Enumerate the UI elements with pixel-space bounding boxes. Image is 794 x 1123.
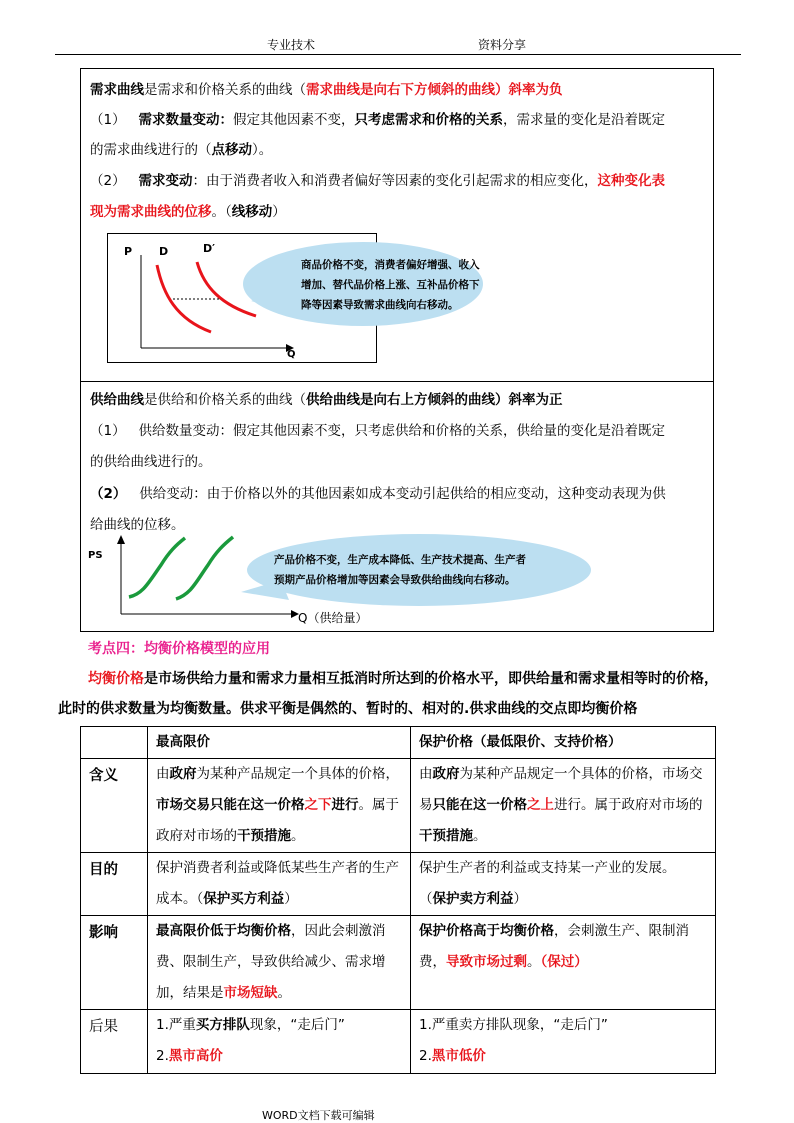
demand-box xyxy=(80,68,714,382)
supply-label-ps: PS xyxy=(88,550,103,561)
cell-consequence-max: 1.严重买方排队现象，“走后门” 2.黑市高价 xyxy=(148,1010,411,1074)
table-row xyxy=(81,853,716,916)
supply-curve-1 xyxy=(129,538,185,597)
supply-bubble-text: 产品价格不变，生产成本降低、生产技术提高、生产者 预期产品价格增加等因素会导致供给曲线向右移动。 xyxy=(274,554,526,586)
table-row xyxy=(81,1010,716,1074)
cell-effect-max: 最高限价低于均衡价格，因此会刺激消费、限制生产，导致供给减少、需求增加，结果是市场短缺。 xyxy=(148,916,411,1010)
table-header-row xyxy=(81,727,716,759)
demand-graph xyxy=(81,69,715,383)
demand-label-d: D xyxy=(159,245,169,258)
row-label-consequence: 后果 xyxy=(81,1010,148,1074)
demand-label-d2: D′ xyxy=(203,242,216,255)
section-paragraph-1: 均衡价格是市场供给力量和需求力量相互抵消时所达到的价格水平，即供给量和需求量相等时的价格， xyxy=(88,671,718,687)
supply-line-4: （2） 供给变动：由于价格以外的其他因素如成本变动引起供给的相应变动，这种变动表现为供 xyxy=(90,486,666,502)
cell-purpose-max: 保护消费者利益或降低某些生产者的生产成本。（保护买方利益） xyxy=(148,853,411,916)
footer-text: WORD文档下载可编辑 xyxy=(262,1109,375,1122)
supply-curve-2 xyxy=(176,537,233,599)
supply-label-q: Q（供给量） xyxy=(298,611,368,625)
demand-bubble-text: 商品价格不变，消费者偏好增强、收入 增加、替代品价格上涨、互补品价格下 降等因素导致需求曲线向右移动。 xyxy=(301,259,480,311)
table-header-col1: 最高限价 xyxy=(148,727,411,759)
price-control-table xyxy=(80,726,716,1074)
cell-meaning-min: 由政府为某种产品规定一个具体的价格，市场交易只能在这一价格之上进行。属于政府对市场的干预措施。 xyxy=(411,759,716,853)
supply-y-arrow xyxy=(117,535,125,544)
header-right: 资料分享 xyxy=(478,38,527,52)
demand-label-q: Q xyxy=(287,349,296,360)
row-label-effect: 影响 xyxy=(81,916,148,1010)
demand-line-4: （2） 需求变动：由于消费者收入和消费者偏好等因素的变化引起需求的相应变化，这种变化表 xyxy=(90,173,665,189)
supply-line-5: 给曲线的位移。 xyxy=(90,517,185,533)
demand-line-5: 现为需求曲线的位移。（线移动） xyxy=(90,204,286,220)
cell-effect-min: 保护价格高于均衡价格，会刺激生产、限制消费，导致市场过剩。（保过） xyxy=(411,916,716,1010)
table-header-col2: 保护价格（最低限价、支持价格） xyxy=(411,727,716,759)
section-heading: 考点四：均衡价格模型的应用 xyxy=(88,641,270,657)
supply-line-3: 的供给曲线进行的。 xyxy=(90,454,212,470)
cell-consequence-min: 1.严重卖方排队现象，“走后门” 2.黑市低价 xyxy=(411,1010,716,1074)
demand-line-2: （1） 需求数量变动：假定其他因素不变，只考虑需求和价格的关系，需求量的变化是沿着既定 xyxy=(90,112,665,128)
section-paragraph-2: 此时的供求数量为均衡数量。供求平衡是偶然的、暂时的、相对的.供求曲线的交点即均衡价格 xyxy=(58,701,638,717)
supply-line-1: 供给曲线是供给和价格关系的曲线（供给曲线是向右上方倾斜的曲线）斜率为正 xyxy=(90,392,563,408)
table-row xyxy=(81,916,716,1010)
supply-line-2: （1） 供给数量变动：假定其他因素不变，只考虑供给和价格的关系，供给量的变化是沿着既定 xyxy=(90,423,665,439)
demand-line-1: 需求曲线是需求和价格关系的曲线（需求曲线是向右下方倾斜的曲线）斜率为负 xyxy=(90,82,563,98)
supply-graph xyxy=(81,382,715,633)
cell-purpose-min: 保护生产者的利益或支持某一产业的发展。 （保护卖方利益） xyxy=(411,853,716,916)
table-header-empty xyxy=(81,727,148,759)
row-label-meaning: 含义 xyxy=(81,759,148,853)
demand-line-3: 的需求曲线进行的（点移动）。 xyxy=(90,142,273,158)
cell-meaning-max: 由政府为某种产品规定一个具体的价格，市场交易只能在这一价格之下进行。属于政府对市场的干预措施。 xyxy=(148,759,411,853)
header-left: 专业技术 xyxy=(267,38,316,52)
header-rule xyxy=(55,54,741,55)
row-label-purpose: 目的 xyxy=(81,853,148,916)
demand-label-p: P xyxy=(124,245,133,258)
table-row xyxy=(81,759,716,853)
supply-box xyxy=(80,381,714,632)
